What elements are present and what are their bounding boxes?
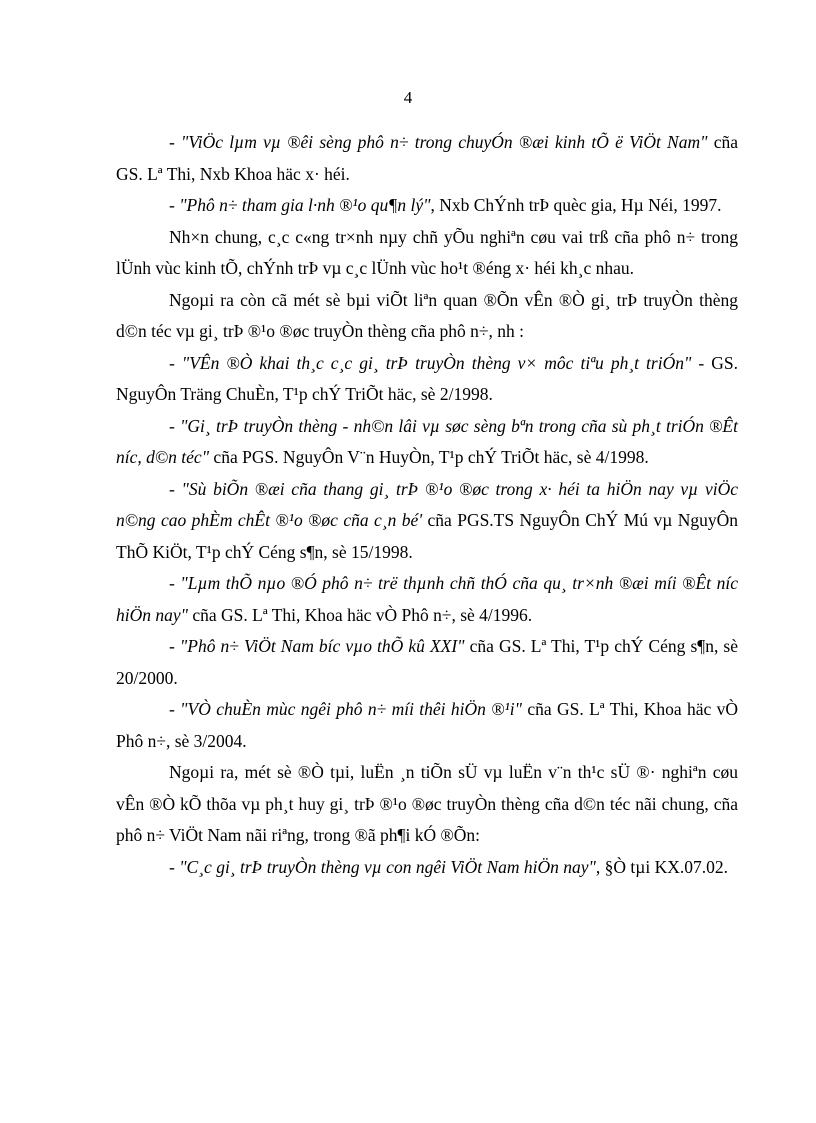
reference-paragraph [116,852,738,884]
reference-paragraph [116,694,738,757]
reference-title: - "Phô n÷ tham gia l·nh ®¹o qu¶n lý" [169,195,431,215]
reference-source: cña GS. Lª Thi, T¹p chÝ Céng s¶n, sè 20/2000. [116,636,738,688]
text-paragraph: Nh×n chung, c¸c c«ng tr×nh nµy chñ yÕu nghiªn cøu vai trß cña phô n÷ trong lÜnh vùc kinh tÕ, chÝnh trÞ vµ c¸c lÜnh vùc ho¹t ®éng x· héi kh¸c nhau. [116,226,738,278]
reference-paragraph [116,127,738,190]
reference-title: - "C¸c gi¸ trÞ truyÒn thèng vµ con ngêi ViÖt Nam hiÖn nay" [169,856,596,877]
reference-paragraph [116,474,738,569]
reference-title: - "VÊn ®Ò khai th¸c c¸c gi¸ trÞ truyÒn thèng v× môc tiªu ph¸t triÓn" [169,352,692,373]
reference-paragraph [116,348,738,411]
reference-source: - GS. NguyÔn Träng ChuÈn, T¹p chÝ TriÕt häc, sè 2/1998. [116,352,738,404]
reference-title: - "VÒ chuÈn mùc ngêi phô n÷ míi thêi hiÖn ®¹i" [169,699,523,719]
reference-source: cña PGS.TS NguyÔn ChÝ Mú vµ NguyÔn ThÕ KiÖt, T¹p chÝ Céng s¶n, sè 15/1998. [116,510,738,562]
reference-source: cña GS. Lª Thi, Khoa häc vÒ Phô n÷, sè 3/2004. [116,699,738,751]
body-text [116,127,738,883]
text-paragraph: Ngoµi ra còn cã mét sè bµi viÕt liªn quan ®Õn vÊn ®Ò gi¸ trÞ truyÒn thèng d©n téc vµ gi¸ trÞ ®¹o ®øc truyÒn thèng cña phô n÷, nh : [116,289,738,341]
reference-paragraph [116,568,738,631]
reference-source: cña GS. Lª Thi, Nxb Khoa häc x· héi. [116,132,738,184]
reference-title: - "Lµm thÕ nµo ®Ó phô n÷ trë thµnh chñ thÓ cña qu¸ tr×nh ®æi míi ®Êt níc hiÖn nay" [116,573,738,625]
reference-source: cña PGS. NguyÔn V¨n HuyÒn, T¹p chÝ TriÕt häc, sè 4/1998. [209,447,649,467]
reference-source: , Nxb ChÝnh trÞ quèc gia, Hµ Néi, 1997. [430,195,722,215]
reference-paragraph [116,631,738,694]
reference-title: - "Sù biÕn ®æi cña thang gi¸ trÞ ®¹o ®øc trong x· héi ta hiÖn nay vµ viÖc n©ng cao phÈm chÊt ®¹o ®øc cña c¸n bé' [116,478,738,530]
reference-source: cña GS. Lª Thi, Khoa häc vÒ Phô n÷, sè 4/1996. [188,604,533,625]
text-paragraph: Ngoµi ra, mét sè ®Ò tµi, luËn ¸n tiÕn sÜ vµ luËn v¨n th¹c sÜ ®· nghiªn cøu vÊn ®Ò kÕ thõa vµ ph¸t huy gi¸ trÞ ®¹o ®øc truyÒn thèng cña d©n téc nãi chung, cña phô n÷ ViÖt Nam nãi riªng, trong ®ã ph¶i kÓ ®Õn: [116,762,738,845]
page-number: 4 [403,88,413,107]
reference-title: - "ViÖc lµm vµ ®êi sèng phô n÷ trong chuyÓn ®æi kinh tÕ ë ViÖt Nam" [169,132,708,152]
reference-title: - "Phô n÷ ViÖt Nam bíc vµo thÕ kû XXI" [169,636,465,656]
reference-paragraph [116,190,738,222]
reference-title: - "Gi¸ trÞ truyÒn thèng - nh©n lâi vµ søc sèng bªn trong cña sù ph¸t triÓn ®Êt níc, d©n téc" [116,415,738,467]
reference-paragraph [116,411,738,474]
reference-source: , §Ò tµi KX.07.02. [595,856,728,877]
